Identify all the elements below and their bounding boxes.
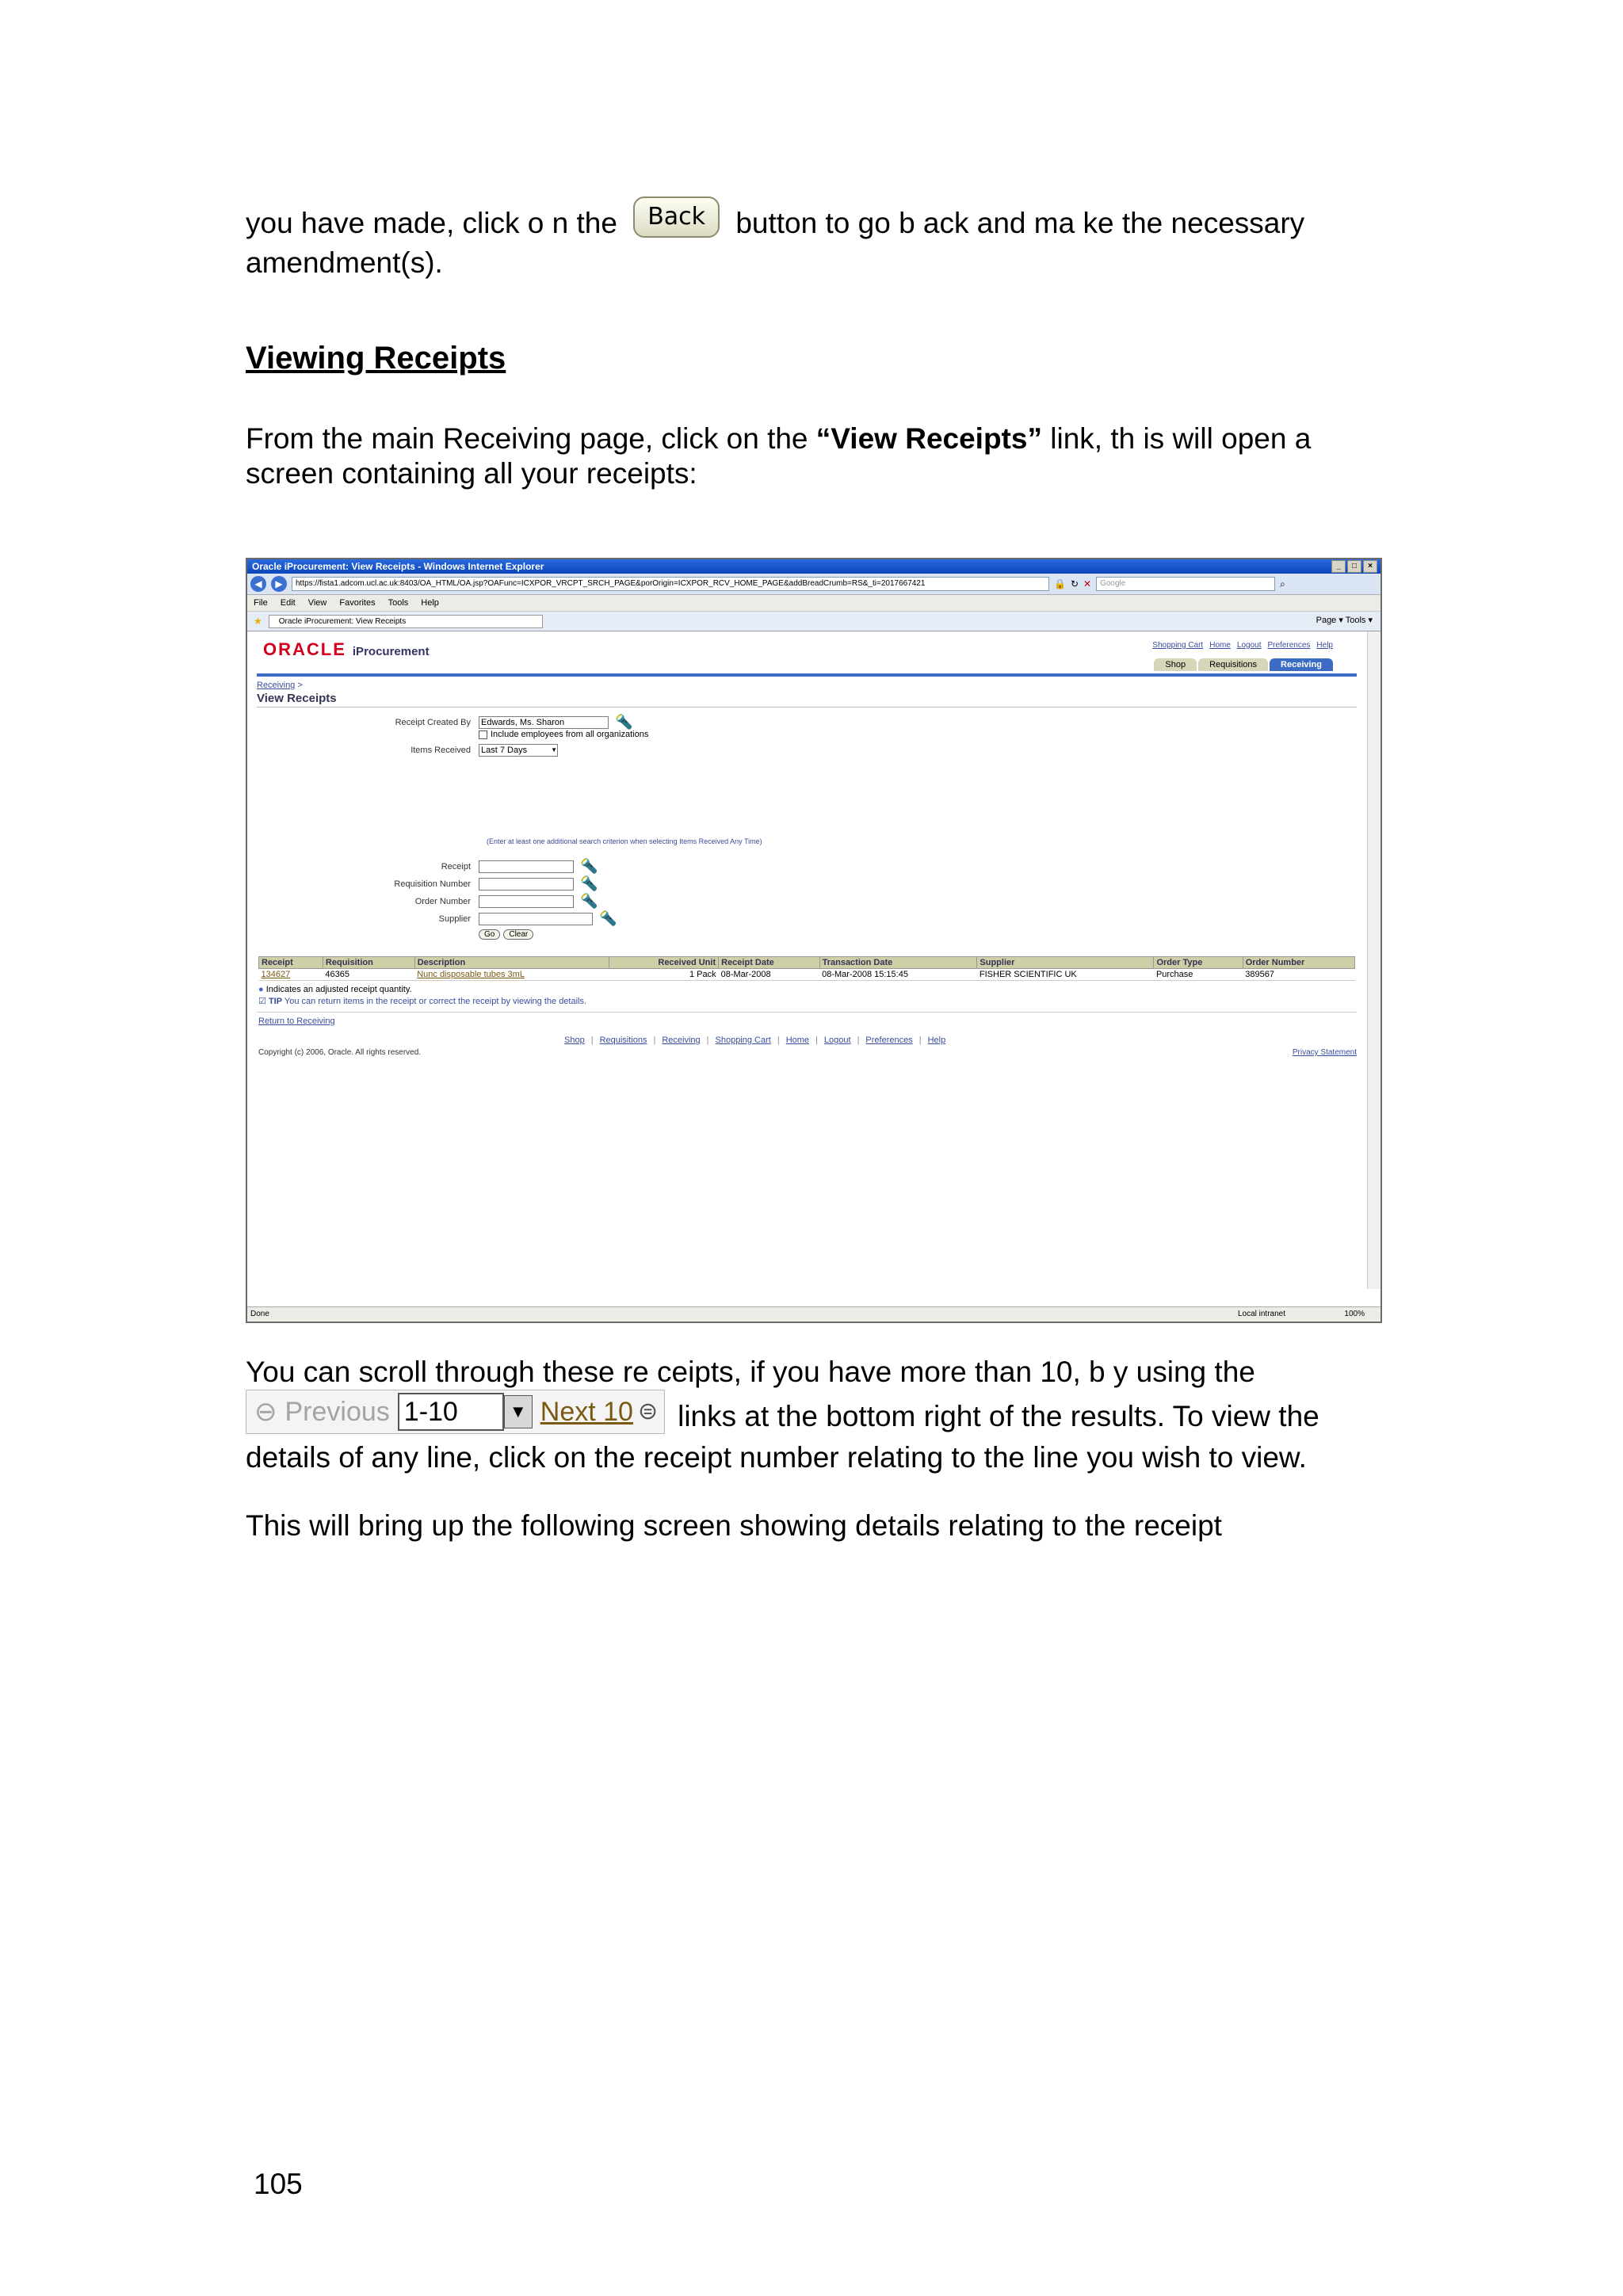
para2-rest: links at the bottom right of the results. To view the details of any line, click on the receipt number relating to the line you wish to view.	[246, 1399, 1319, 1474]
go-button[interactable]: Go	[479, 929, 500, 940]
search-hint: (Enter at least one additional search criterion when selecting Items Received Any Time)	[487, 837, 762, 845]
flashlight-search-icon[interactable]: 🔦	[599, 910, 617, 926]
adjusted-note-text: Indicates an adjusted receipt quantity.	[265, 985, 412, 994]
cell-transaction-date: 08-Mar-2008 15:15:45	[819, 969, 977, 981]
footer-link-receiving[interactable]: Receiving	[662, 1035, 701, 1045]
minimize-icon[interactable]: _	[1331, 560, 1346, 573]
breadcrumb	[257, 681, 303, 690]
oracle-logo-text: ORACLE	[263, 639, 346, 659]
input-order-number[interactable]	[479, 895, 574, 908]
tab-shop[interactable]: Shop	[1154, 658, 1197, 671]
footer-separator: |	[706, 1035, 709, 1045]
search-field[interactable]: Google	[1096, 577, 1275, 591]
privacy-statement-link[interactable]: Privacy Statement	[1292, 1048, 1357, 1057]
cell-requisition: 46365	[323, 969, 414, 981]
input-receipt[interactable]	[479, 860, 574, 873]
window-titlebar	[247, 559, 1381, 574]
select-items-received-value: Last 7 Days	[481, 746, 528, 755]
breadcrumb-receiving[interactable]: Receiving	[257, 681, 296, 690]
cell-order-number: 389567	[1243, 969, 1354, 981]
pager-range: 1-10	[398, 1393, 504, 1431]
lock-icon[interactable]: 🔒	[1054, 578, 1066, 589]
row-buttons	[479, 929, 537, 940]
tab-receiving[interactable]: Receiving	[1270, 658, 1333, 671]
close-icon[interactable]: ×	[1363, 560, 1377, 573]
maximize-icon[interactable]: □	[1347, 560, 1361, 573]
global-links	[1152, 641, 1333, 650]
row-items-received	[257, 744, 558, 757]
label-receipt: Receipt	[441, 861, 471, 871]
label-supplier: Supplier	[438, 913, 471, 924]
intro-paragraph	[246, 204, 1371, 280]
zoom-level[interactable]: 100%	[1344, 1310, 1365, 1318]
footer-separator: |	[590, 1035, 594, 1045]
link-help[interactable]: Help	[1316, 641, 1333, 650]
footer-link-help[interactable]: Help	[927, 1035, 946, 1045]
cell-receipt-date: 08-Mar-2008	[719, 969, 819, 981]
table-row	[259, 969, 1355, 981]
row-receipt	[257, 858, 598, 875]
menu-file[interactable]: File	[254, 598, 268, 608]
menu-help[interactable]: Help	[421, 598, 439, 608]
menu-bar	[247, 595, 1381, 612]
stop-icon[interactable]: ✕	[1083, 578, 1092, 589]
link-shopping-cart[interactable]: Shopping Cart	[1152, 641, 1204, 650]
para1-bold: “View Receipts”	[815, 422, 1042, 455]
pager-image	[246, 1390, 665, 1434]
link-home[interactable]: Home	[1209, 641, 1231, 650]
input-created-by[interactable]: Edwards, Ms. Sharon	[479, 716, 609, 729]
return-divider	[257, 1012, 1357, 1013]
paragraph-2	[246, 1355, 1371, 1475]
status-bar	[247, 1306, 1381, 1322]
pager-next: Next 10	[540, 1397, 633, 1427]
page-title: View Receipts	[257, 692, 337, 705]
tip-note	[258, 996, 586, 1006]
label-created-by: Receipt Created By	[395, 717, 471, 727]
window-title: Oracle iProcurement: View Receipts - Windows Internet Explorer	[252, 561, 544, 572]
oracle-app-page	[247, 631, 1381, 1289]
cell-order-type: Purchase	[1154, 969, 1243, 981]
tip-check-icon: ☑	[258, 997, 266, 1006]
col-received-unit: Received Unit	[609, 957, 719, 969]
intro-text-pre: you have made, click o n the	[246, 206, 617, 239]
row-requisition	[257, 875, 598, 892]
blue-dot-icon: ●	[258, 985, 264, 994]
label-order-number: Order Number	[414, 896, 471, 906]
footer-separator: |	[857, 1035, 860, 1045]
return-to-receiving-link[interactable]: Return to Receiving	[258, 1016, 335, 1026]
flashlight-search-icon[interactable]: 🔦	[580, 858, 598, 874]
row-order-number	[257, 893, 598, 910]
pager-previous: Previous	[285, 1397, 390, 1427]
app-tabs	[1154, 658, 1333, 671]
dropdown-arrow-icon: ▼	[504, 1395, 533, 1428]
footer-link-logout[interactable]: Logout	[823, 1035, 851, 1045]
footer-link-preferences[interactable]: Preferences	[865, 1035, 913, 1045]
receipt-number-link[interactable]: 134627	[259, 969, 323, 981]
label-items-received: Items Received	[411, 746, 471, 755]
adjusted-note	[258, 985, 412, 994]
oracle-logo	[263, 639, 430, 660]
tab-bar	[247, 612, 1381, 631]
col-receipt: Receipt	[259, 957, 323, 969]
flashlight-search-icon[interactable]: 🔦	[580, 893, 598, 909]
product-name: iProcurement	[352, 645, 430, 658]
footer-link-home[interactable]: Home	[785, 1035, 810, 1045]
status-text: Done	[250, 1310, 269, 1318]
browser-tab[interactable]: Oracle iProcurement: View Receipts	[269, 615, 543, 628]
vertical-scrollbar[interactable]	[1367, 631, 1381, 1289]
back-button-image: Back	[633, 196, 720, 238]
footer-separator: |	[777, 1035, 780, 1045]
flashlight-search-icon[interactable]: 🔦	[615, 714, 633, 730]
select-items-received[interactable]	[479, 744, 558, 757]
flashlight-search-icon[interactable]: 🔦	[580, 875, 598, 891]
col-supplier: Supplier	[977, 957, 1154, 969]
refresh-icon[interactable]: ↻	[1070, 578, 1079, 589]
para1-post: link, th is will open a screen containing all your receipts:	[246, 422, 1312, 490]
previous-circle-icon: ⊖	[254, 1397, 277, 1427]
link-preferences[interactable]: Preferences	[1267, 641, 1311, 650]
forward-arrow-icon[interactable]: ▶	[271, 576, 287, 592]
security-zone: Local intranet	[1237, 1310, 1285, 1318]
footer-separator: |	[918, 1035, 922, 1045]
tip-text: You can return items in the receipt or correct the receipt by viewing the details.	[284, 997, 587, 1006]
link-logout[interactable]: Logout	[1236, 641, 1262, 650]
next-circle-icon: ⊜	[637, 1398, 659, 1425]
intro-text-post: button to go b ack and ma ke the necessary amendment(s).	[246, 206, 1305, 279]
footer-link-requisitions[interactable]: Requisitions	[599, 1035, 647, 1045]
footer-link-shop[interactable]: Shop	[564, 1035, 585, 1045]
ie-toolbar-tools[interactable]: Page ▾ Tools ▾	[1316, 616, 1373, 625]
cell-received-unit: 1 Pack	[609, 969, 719, 981]
menu-tools[interactable]: Tools	[388, 598, 409, 608]
paragraph-1	[246, 421, 1371, 491]
footer-link-shopping-cart[interactable]: Shopping Cart	[715, 1035, 771, 1045]
menu-favorites[interactable]: Favorites	[339, 598, 376, 608]
col-receipt-date: Receipt Date	[719, 957, 819, 969]
tab-requisitions[interactable]: Requisitions	[1198, 658, 1268, 671]
copyright: Copyright (c) 2006, Oracle. All rights reserved.	[258, 1048, 422, 1057]
back-arrow-icon[interactable]: ◀	[250, 576, 266, 592]
tab-underline	[257, 673, 1357, 677]
label-requisition: Requisition Number	[394, 879, 471, 889]
page-number: 105	[254, 2168, 303, 2200]
col-transaction-date: Transaction Date	[819, 957, 977, 969]
input-supplier[interactable]	[479, 913, 593, 925]
menu-view[interactable]: View	[307, 598, 327, 608]
footer-separator: |	[815, 1035, 818, 1045]
include-label: Include employees from all organizations	[491, 730, 649, 739]
paragraph-3: This will bring up the following screen showing details relating to the receipt	[246, 1509, 1222, 1542]
row-include-employees	[479, 730, 648, 739]
footer-links	[564, 1035, 945, 1045]
address-bar	[247, 574, 1381, 595]
favorites-star-icon[interactable]: ★	[254, 616, 262, 627]
results-header-row	[259, 957, 1355, 969]
search-icon[interactable]: ⌕	[1280, 578, 1285, 589]
para2-line1: You can scroll through these re ceipts, if you have more than 10, b y using the	[246, 1356, 1255, 1388]
col-requisition: Requisition	[323, 957, 414, 969]
url-field[interactable]: https://fista1.adcom.ucl.ac.uk:8403/OA_HTML/OA.jsp?OAFunc=ICXPOR_VRCPT_SRCH_PAGE&porOrigin=ICXPOR_RCV_HOME_PAGE&addBreadCrumb=RS&_ti=2017667421	[292, 577, 1049, 591]
tip-label: TIP	[268, 997, 283, 1006]
results-table	[258, 956, 1355, 981]
clear-button[interactable]: Clear	[503, 929, 533, 940]
cell-supplier: FISHER SCIENTIFIC UK	[977, 969, 1154, 981]
dropdown-arrow-icon: ▼	[551, 746, 557, 753]
input-requisition[interactable]	[479, 878, 574, 891]
col-order-type: Order Type	[1154, 957, 1243, 969]
col-order-number: Order Number	[1243, 957, 1354, 969]
section-heading: Viewing Receipts	[246, 341, 506, 376]
footer-separator: |	[653, 1035, 656, 1045]
col-description: Description	[414, 957, 609, 969]
browser-screenshot	[246, 558, 1382, 1323]
para1-pre: From the main Receiving page, click on the	[246, 422, 808, 455]
breadcrumb-separator: >	[297, 681, 303, 690]
description-link[interactable]: Nunc disposable tubes 3mL	[414, 969, 609, 981]
row-created-by	[257, 714, 632, 730]
menu-edit[interactable]: Edit	[280, 598, 296, 608]
include-checkbox[interactable]	[479, 730, 487, 739]
row-supplier	[257, 910, 617, 927]
para2-line2	[246, 1396, 1371, 1475]
